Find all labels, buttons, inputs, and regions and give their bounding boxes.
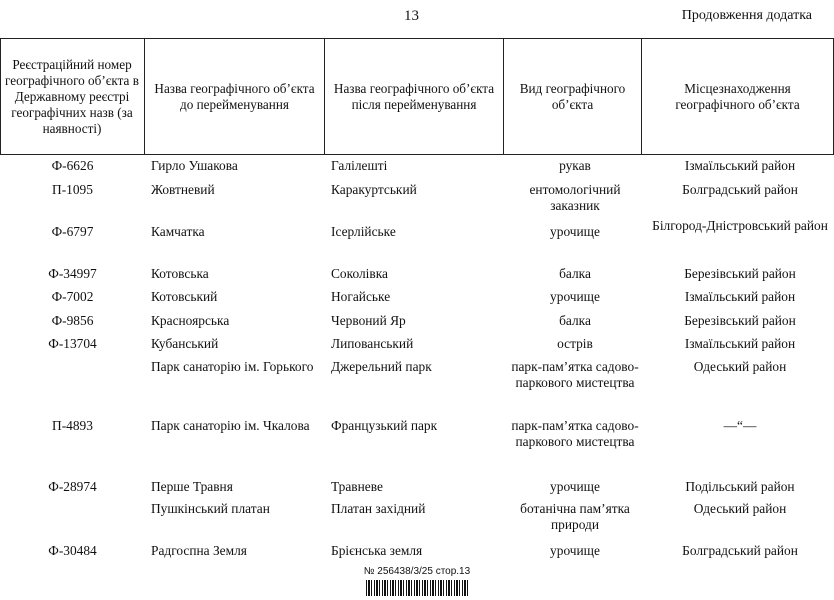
cell-new-name: Платан західний bbox=[331, 501, 426, 516]
header-old-name: Назва географічного об’єкта до перейменування bbox=[154, 80, 315, 112]
cell-location: Подільський район bbox=[685, 479, 795, 494]
cell-new-name: Брієнська земля bbox=[331, 543, 423, 558]
cell-reg-number: Ф-7002 bbox=[51, 289, 94, 304]
cell-new-name: Ісерлійське bbox=[331, 224, 396, 239]
cell-location: Болградський район bbox=[682, 543, 798, 558]
cell-new-name: Галілешті bbox=[331, 158, 388, 173]
cell-location: Ізмаїльський район bbox=[684, 336, 796, 351]
cell-old-name: Котовська bbox=[151, 266, 209, 281]
cell-old-name: Парк санаторію ім. Чкалова bbox=[151, 418, 310, 433]
cell-location: Березівський район bbox=[684, 266, 796, 281]
barcode bbox=[366, 580, 470, 596]
cell-object-type: парк-пам’ятка садово-паркового мистецтва bbox=[511, 418, 639, 449]
cell-reg-number: Ф-34997 bbox=[48, 266, 97, 281]
cell-new-name: Травневе bbox=[331, 479, 383, 494]
cell-old-name: Жовтневий bbox=[151, 182, 215, 197]
cell-new-name: Каракуртський bbox=[331, 182, 417, 197]
cell-reg-number: Ф-13704 bbox=[48, 336, 97, 351]
continuation-note: Продовження додатка bbox=[681, 8, 812, 23]
cell-old-name: Гирло Ушакова bbox=[151, 158, 238, 173]
cell-old-name: Парк санаторію ім. Горького bbox=[151, 359, 314, 374]
cell-object-type: ентомологічний заказник bbox=[529, 182, 621, 213]
cell-new-name: Червоний Яр bbox=[331, 313, 406, 328]
cell-object-type: балка bbox=[559, 266, 591, 281]
cell-reg-number: Ф-6797 bbox=[51, 224, 94, 239]
cell-old-name: Пушкінський платан bbox=[151, 501, 270, 516]
cell-location: Одеський район bbox=[693, 501, 787, 516]
cell-location: Ізмаїльський район bbox=[684, 158, 796, 173]
cell-new-name: Ногайське bbox=[331, 289, 391, 304]
cell-old-name: Перше Травня bbox=[151, 479, 233, 494]
header-reg-number: Реєстраційний номер географічного об’єкта в Державному реєстрі географічних назв (за наявності) bbox=[5, 56, 139, 136]
cell-location: Білгород-Дністровський район bbox=[652, 218, 828, 233]
cell-old-name: Котовський bbox=[151, 289, 218, 304]
cell-location: —“— bbox=[723, 418, 757, 433]
header-location: Місцезнаходження географічного об’єкта bbox=[675, 80, 800, 112]
cell-reg-number: Ф-9856 bbox=[51, 313, 94, 328]
header-new-name: Назва географічного об’єкта після перейменування bbox=[333, 80, 495, 112]
cell-reg-number: Ф-6626 bbox=[51, 158, 94, 173]
cell-new-name: Липованський bbox=[331, 336, 414, 351]
page-number: 13 bbox=[404, 8, 419, 24]
cell-location: Березівський район bbox=[684, 313, 796, 328]
cell-new-name: Джерельний парк bbox=[331, 359, 432, 374]
cell-object-type: балка bbox=[559, 313, 591, 328]
cell-object-type: парк-пам’ятка садово-паркового мистецтва bbox=[511, 359, 639, 390]
cell-reg-number: П-4893 bbox=[52, 418, 93, 433]
cell-object-type: острів bbox=[557, 336, 593, 351]
cell-location: Ізмаїльський район bbox=[684, 289, 796, 304]
header-object-type: Вид географічного об’єкта bbox=[519, 80, 626, 112]
cell-object-type: урочище bbox=[550, 224, 600, 239]
cell-old-name: Красноярська bbox=[151, 313, 230, 328]
cell-object-type: урочище bbox=[550, 479, 600, 494]
cell-old-name: Радгоспна Земля bbox=[151, 543, 247, 558]
table-header bbox=[0, 38, 834, 155]
cell-old-name: Кубанський bbox=[151, 336, 219, 351]
document-footer: № 256438/3/25 стор.13 bbox=[363, 566, 471, 577]
cell-reg-number: Ф-30484 bbox=[48, 543, 97, 558]
cell-object-type: ботанічна пам’ятка природи bbox=[520, 501, 630, 532]
cell-reg-number: Ф-28974 bbox=[48, 479, 97, 494]
cell-object-type: урочище bbox=[550, 289, 600, 304]
cell-object-type: урочище bbox=[550, 543, 600, 558]
cell-reg-number: П-1095 bbox=[52, 182, 93, 197]
cell-new-name: Соколівка bbox=[331, 266, 388, 281]
cell-location: Болградський район bbox=[682, 182, 798, 197]
cell-location: Одеський район bbox=[693, 359, 787, 374]
cell-old-name: Камчатка bbox=[151, 224, 205, 239]
cell-object-type: рукав bbox=[559, 158, 591, 173]
cell-new-name: Французький парк bbox=[331, 418, 438, 433]
